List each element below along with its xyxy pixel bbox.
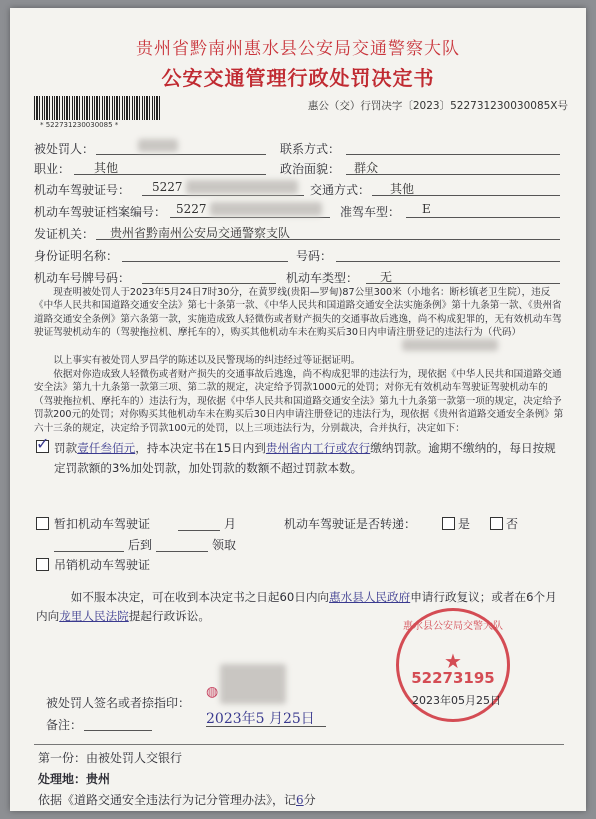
id-name-label: 身份证明名称： — [34, 249, 119, 263]
appeal-government: 惠水县人民政府 — [329, 590, 411, 604]
points-prefix: 依据《道路交通安全违法行为记分管理办法》，记 — [38, 793, 297, 807]
fine-option-text — [54, 438, 560, 478]
document-number: 惠公（交）行罚决字〔2023〕522731230030085X号 — [307, 100, 568, 112]
class-value: E — [422, 202, 431, 216]
facts-paragraph: 现查明被处罚人于2023年5月24日7时30分，在黄罗线(贵阳—罗甸)87公里300米（小地名：断杉镇老卫生院），违反《中华人民共和国道路交通安全法》第七十条第一款、《中华人民共和国道路交通安全法实施条例》第十九条第一款、《贵州省道路交通安全条例》第六条第一款，实施造成致人轻微伤或者财产损失的交通事故后逃逸，尚不构成犯罪的，无有效机动车驾驶证驾驶机动车的（驾驶拖拉机、摩托车的），购买其他机动车未在购买后30日内申请注册登记的违法行为（代码） — [34, 287, 562, 339]
issuer-label: 发证机关： — [34, 227, 95, 241]
political-value: 群众 — [354, 161, 379, 175]
redacted-signature — [220, 664, 286, 704]
license-value: 5227 — [152, 180, 183, 194]
document-title: 公安交通管理行政处罚决定书 — [161, 66, 435, 90]
transport-label: 交通方式： — [310, 183, 371, 197]
seal-star-icon: ★ — [444, 649, 462, 673]
punished-person-label: 被处罚人： — [34, 142, 95, 156]
handling-place-value: 贵州 — [86, 772, 111, 786]
transfer-no-checkbox[interactable] — [490, 517, 503, 530]
occupation-value: 其他 — [94, 161, 119, 175]
fine-prefix: 罚款 — [54, 441, 78, 455]
fine-bank: 贵州省内工行或农行 — [265, 441, 371, 455]
vehicle-type-value: 无 — [380, 270, 393, 284]
detain-license-checkbox[interactable] — [36, 517, 49, 530]
handling-place-label: 处理地： — [38, 772, 87, 786]
transport-value: 其他 — [390, 182, 415, 196]
copy-note: 第一份：由被处罚人交银行 — [38, 751, 183, 765]
fingerprint-mark: ◍ — [206, 684, 219, 700]
seal-number: 52273195 — [411, 669, 495, 687]
penalty-document — [10, 8, 586, 811]
revoke-license-checkbox[interactable] — [36, 558, 49, 571]
bureau-name: 贵州省黔南州惠水县公安局交通警察大队 — [136, 39, 460, 59]
legal-basis-paragraph: 依据对你造成致人轻微伤或者财产损失的交通事故后逃逸，尚不构成犯罪的违法行为，现依据《中华人民共和国道路交通安全法》第九十九条第一款第三项、第二款的规定，决定给予罚款1000元的处罚；对你无有效机动车驾驶证驾驶机动车的（驾驶拖拉机、摩托车的）违法行为，现依据《中华人民共和国道路交通安全法》第九十九条第一款第一项的规定，决定给予罚款200元的处罚；对你购买其他机动车未在购买后30日内申请注册登记的违法行为，现依据《贵州省道路交通安全条例》第六十三条的规定，决定给予罚款100元的处罚，以上三项违法行为，分别裁决，合并执行，决定如下： — [34, 369, 564, 434]
redacted-code — [402, 339, 498, 351]
detain-license-label: 暂扣机动车驾驶证 — [54, 517, 151, 531]
transfer-no-label: 否 — [506, 517, 519, 531]
after-label: 后到 — [128, 538, 153, 552]
appeal-part-c: 提起行政诉讼。 — [128, 609, 210, 623]
revoke-license-label: 吊销机动车驾驶证 — [54, 558, 151, 572]
vehicle-type-label: 机动车类型： — [286, 271, 359, 285]
license-label: 机动车驾驶证号： — [34, 183, 131, 197]
handwritten-date: 2023年5 月25日 — [206, 711, 315, 727]
evidence-paragraph: 以上事实有被处罚人罗昌学的陈述以及民警现场的纠违经过等证据证明。 — [53, 355, 361, 366]
redacted-license — [186, 180, 298, 194]
handling-place — [38, 770, 110, 787]
fine-middle: ，持本决定书在15日内到 — [135, 441, 266, 455]
transfer-yes-checkbox[interactable] — [442, 517, 455, 530]
barcode — [34, 96, 162, 120]
fine-amount: 壹仟叁佰元 — [77, 441, 136, 455]
archive-value: 5227 — [176, 202, 207, 216]
barcode-number: * 522731230030085 * — [40, 121, 119, 129]
month-unit: 月 — [224, 517, 237, 531]
transfer-yes-label: 是 — [458, 517, 471, 531]
seal-ring-text: 惠水县公安局交警大队 — [403, 621, 503, 632]
contact-label: 联系方式： — [280, 142, 341, 156]
points-value: 6 — [296, 793, 304, 807]
fine-suffix: 缴纳罚款。逾期不缴纳的，每日按规定罚款额的3%加处罚款，加处罚款的数额不超过罚款本数。 — [54, 441, 556, 475]
remarks-label: 备注： — [46, 718, 83, 732]
collect-label: 领取 — [212, 538, 237, 552]
redacted-archive — [210, 202, 322, 216]
political-label: 政治面貌： — [280, 162, 341, 176]
check-mark-icon: ✓ — [36, 434, 50, 453]
redacted-name — [138, 139, 178, 152]
points-note — [38, 791, 316, 808]
appeal-court: 龙里人民法院 — [59, 609, 129, 623]
issue-date: 2023年05月25日 — [412, 694, 501, 707]
points-suffix: 分 — [303, 793, 316, 807]
id-number-label: 号码： — [296, 249, 333, 263]
appeal-part-b: 申请行政复议；或者在6个月内向 — [36, 590, 557, 623]
plate-label: 机动车号牌号码： — [34, 271, 131, 285]
class-label: 准驾车型： — [340, 205, 401, 219]
appeal-part-a: 如不服本决定，可在收到本决定书之日起60日内向 — [70, 590, 330, 604]
occupation-label: 职业： — [34, 162, 71, 176]
issuer-value: 贵州省黔南州公安局交通警察支队 — [110, 226, 291, 240]
signature-label: 被处罚人签名或者捺指印： — [46, 696, 191, 710]
archive-label: 机动车驾驶证档案编号： — [34, 205, 167, 219]
license-transfer-label: 机动车驾驶证是否转递： — [284, 517, 417, 531]
